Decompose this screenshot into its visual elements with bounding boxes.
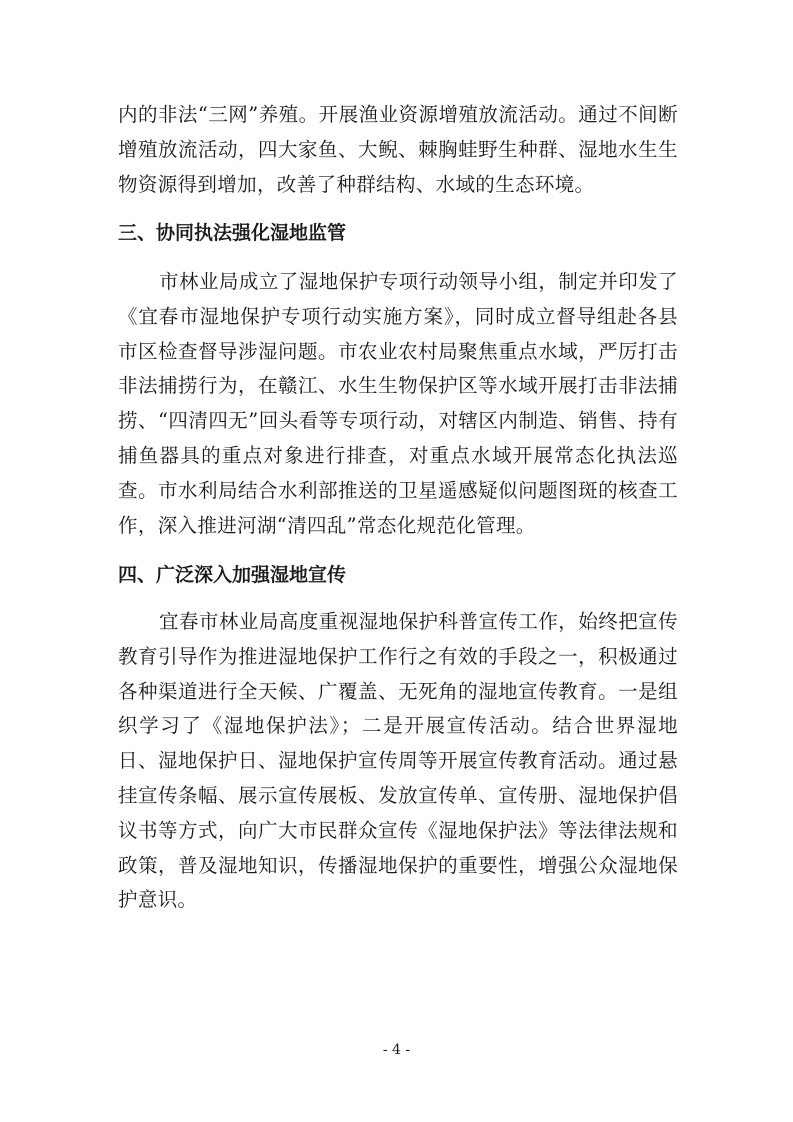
page-number: - 4 - xyxy=(382,1042,411,1058)
section-3-heading: 三、协同执法强化湿地监管 xyxy=(118,222,347,244)
section-4-heading: 四、广泛深入加强湿地宣传 xyxy=(118,564,347,586)
section-4-body: 宜春市林业局高度重视湿地保护科普宣传工作，始终把宣传教育引导作为推进湿地保护工作行之有效的手段之一，积极通过各种渠道进行全天候、广覆盖、无死角的湿地宣传教育。一是组织学习了《湿地保护法》；二是开展宣传活动。结合世界湿地日、湿地保护日、湿地保护宣传周等开展宣传教育活动。通过悬挂宣传条幅、展示宣传展板、发放宣传单、宣传册、湿地保护倡议书等方式，向广大市民群众宣传《湿地保护法》等法律法规和政策，普及湿地知识，传播湿地保护的重要性，增强公众湿地保护意识。 xyxy=(118,610,678,912)
section-3-body: 市林业局成立了湿地保护专项行动领导小组，制定并印发了《宜春市湿地保护专项行动实施方案》，同时成立督导组赴各县市区检查督导涉湿问题。市农业农村局聚焦重点水域，严厉打击非法捕捞行为，在赣江、水生生物保护区等水域开展打击非法捕捞、“四清四无”回头看等专项行动，对辖区内制造、销售、持有捕鱼器具的重点对象进行排查，对重点水域开展常态化执法巡查。市水利局结合水利部推送的卫星遥感疑似问题图斑的核查工作，深入推进河湖“清四乱”常态化规范化管理。 xyxy=(118,270,678,537)
continued-paragraph: 内的非法“三网”养殖。开展渔业资源增殖放流活动。通过不间断增殖放流活动，四大家鱼、大鲵、棘胸蛙野生种群、湿地水生生物资源得到增加，改善了种群结构、水域的生态环境。 xyxy=(118,103,678,196)
